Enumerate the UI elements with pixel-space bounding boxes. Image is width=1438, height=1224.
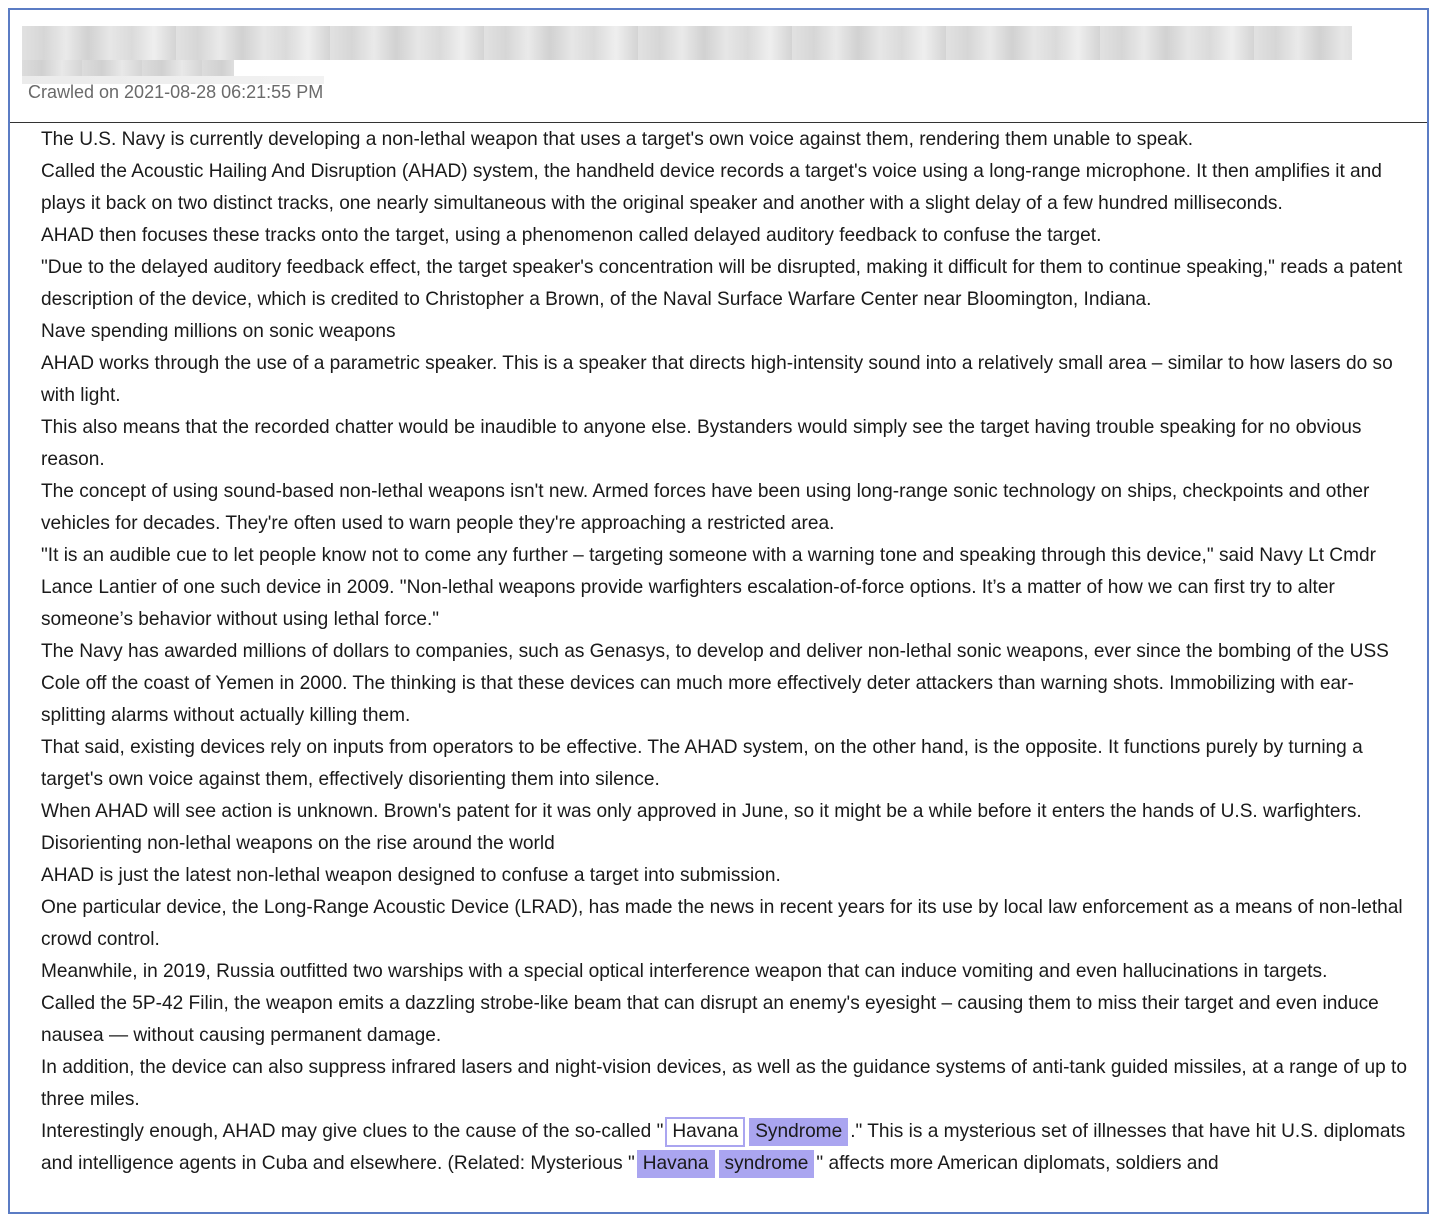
paragraph: When AHAD will see action is unknown. Brown's patent for it was only approved in June, so it might be a while before it enters the hands of U.S. warfighters. [41,801,1362,822]
paragraph: Called the 5P-42 Filin, the weapon emits a dazzling strobe-like beam that can disrupt an enemy's eyesight – causing them to miss their target and even induce nausea — without causing permanent damage. [41,993,1379,1046]
paragraph: One particular device, the Long-Range Acoustic Device (LRAD), has made the news in recent years for its use by local law enforcement as a means of non-lethal crowd control. [41,897,1403,950]
paragraph: AHAD works through the use of a parametric speaker. This is a speaker that directs high-intensity sound into a relatively small area – similar to how lasers do so with light. [41,353,1393,406]
redacted-title [22,26,1352,60]
paragraph: "Due to the delayed auditory feedback effect, the target speaker's concentration will be disrupted, making it difficult for them to continue speaking," reads a patent description of the device, which is credited to Christopher a Brown, of the Naval Surface Warfare Center near Bloomington, Indiana. [41,257,1403,310]
paragraph: AHAD then focuses these tracks onto the target, using a phenomenon called delayed auditory feedback to confuse the target. [41,225,1102,246]
paragraph: Meanwhile, in 2019, Russia outfitted two warships with a special optical interference weapon that can induce vomiting and even hallucinations in targets. [41,961,1328,982]
redacted-title-line2 [22,60,234,76]
article-body [41,124,1413,1180]
paragraph: This also means that the recorded chatter would be inaudible to anyone else. Bystanders would simply see the target having trouble speaking for no obvious reason. [41,417,1362,470]
paragraph: The Navy has awarded millions of dollars to companies, such as Genasys, to develop and deliver non-lethal sonic weapons, ever since the bombing of the USS Cole off the coast of Yemen in 2000. The thinking is that these devices can much more effectively deter attackers than warning shots. Immobilizing with ear-splitting alarms without actually killing them. [41,641,1389,726]
paragraph: Called the Acoustic Hailing And Disruption (AHAD) system, the handheld device records a target's voice using a long-range microphone. It then amplifies it and plays it back on two distinct tracks, one nearly simultaneous with the original speaker and another with a slight delay of a few hundred milliseconds. [41,161,1382,214]
crawled-timestamp: Crawled on 2021-08-28 06:21:55 PM [28,82,324,102]
paragraph: "It is an audible cue to let people know not to come any further – targeting someone with a warning tone and speaking through this device," said Navy Lt Cmdr Lance Lantier of one such device in 2009. "Non-lethal weapons provide warfighters escalation-of-force options. It’s a matter of how we can first try to alter someone’s behavior without using lethal force." [41,545,1376,630]
paragraph: AHAD is just the latest non-lethal weapon designed to confuse a target into submission. [41,865,781,886]
paragraph: The concept of using sound-based non-lethal weapons isn't new. Armed forces have been using long-range sonic technology on ships, checkpoints and other vehicles for decades. They're often used to warn people they're approaching a restricted area. [41,481,1370,534]
paragraph: The U.S. Navy is currently developing a non-lethal weapon that uses a target's own voice against them, rendering them unable to speak. [41,129,1194,150]
highlight-term[interactable]: Syndrome [749,1118,848,1146]
text-span: Interestingly enough, AHAD may give clues to the cause of the so-called " [41,1121,664,1142]
text-span: ." This is a mysterious set of illnesses that have hit U.S. diplomats and intelligence agents in Cuba and elsewhere. (Related: Mysterious " [41,1121,1406,1174]
paragraph: That said, existing devices rely on inputs from operators to be effective. The AHAD system, on the other hand, is the opposite. It functions purely by turning a target's own voice against them, effectively disorienting them into silence. [41,737,1363,790]
highlight-term-selected[interactable]: Havana [665,1117,745,1147]
article-viewer-frame [8,8,1429,1214]
paragraph-with-highlights [41,1116,1413,1180]
section-heading: Nave spending millions on sonic weapons [41,321,396,342]
highlight-term[interactable]: Havana [637,1150,715,1178]
text-span: " affects more American diplomats, soldiers and [816,1153,1219,1174]
highlight-term[interactable]: syndrome [719,1150,815,1178]
article-header [10,10,1427,123]
paragraph: In addition, the device can also suppress infrared lasers and night-vision devices, as well as the guidance systems of anti-tank guided missiles, at a range of up to three miles. [41,1057,1407,1110]
section-heading: Disorienting non-lethal weapons on the rise around the world [41,833,555,854]
